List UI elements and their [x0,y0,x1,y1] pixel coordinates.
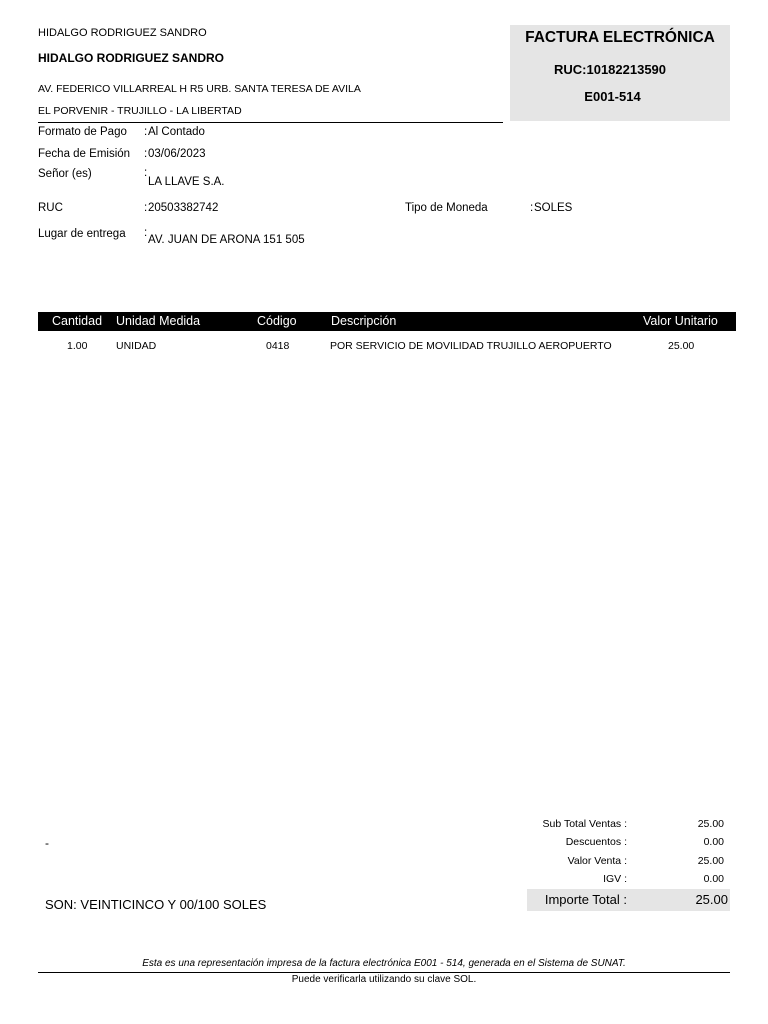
date-value: 03/06/2023 [148,148,206,160]
footer-disclaimer: Esta es una representación impresa de la factura electrónica E001 - 514, generada en el Sistema de SUNAT. [142,958,626,969]
header-code: Código [257,314,297,328]
subtotal-label: Sub Total Ventas : [542,818,627,830]
igv-label: IGV : [603,873,627,885]
client-label: Señor (es) [38,168,92,180]
items-table-header [38,312,736,331]
igv-value: 0.00 [703,873,724,885]
total-label: Importe Total : [544,892,627,907]
issuer-name: HIDALGO RODRIGUEZ SANDRO [38,51,224,65]
invoice-box [510,25,730,121]
client-value: LA LLAVE S.A. [148,176,225,188]
header-quantity: Cantidad [52,314,103,328]
client-colon: : [144,167,148,179]
payment-value: Al Contado [148,126,205,138]
client-ruc-value: 20503382742 [148,202,219,214]
currency-label: Tipo de Moneda [405,202,488,214]
total-box [527,889,730,911]
issuer-name-small: HIDALGO RODRIGUEZ SANDRO [38,27,207,39]
payment-colon: : [144,126,148,138]
observation-dash: - [45,836,49,850]
header-unit-value: Valor Unitario [643,314,718,328]
discount-value: 0.00 [703,836,724,848]
footer-verification: Puede verificarla utilizando su clave SOL. [291,974,477,985]
header-divider [38,122,503,123]
delivery-label: Lugar de entrega [38,228,126,240]
date-colon: : [144,148,148,160]
total-value: 25.00 [695,892,728,907]
invoice-number: E001-514 [584,89,641,104]
header-description: Descripción [331,314,397,328]
invoice-title: FACTURA ELECTRÓNICA [525,29,715,46]
issuer-address-line1: AV. FEDERICO VILLARREAL H R5 URB. SANTA TERESA DE AVILA [38,83,361,95]
discount-label: Descuentos : [565,836,627,848]
date-label: Fecha de Emisión [38,148,131,160]
client-ruc-colon: : [144,202,148,214]
delivery-colon: : [144,227,148,239]
sale-value-value: 25.00 [697,855,724,867]
row-unit-value: 25.00 [668,340,695,352]
footer-divider [38,972,730,973]
row-description: POR SERVICIO DE MOVILIDAD TRUJILLO AEROPUERTO [330,340,612,352]
row-unit: UNIDAD [116,340,157,352]
subtotal-value: 25.00 [697,818,724,830]
row-quantity: 1.00 [67,340,88,352]
sale-value-label: Valor Venta : [567,855,627,867]
row-code: 0418 [266,340,290,352]
currency-value: SOLES [534,202,573,214]
payment-label: Formato de Pago [38,126,127,138]
invoice-ruc: RUC:10182213590 [553,62,667,77]
amount-in-words: SON: VEINTICINCO Y 00/100 SOLES [45,897,267,912]
header-unit: Unidad Medida [116,314,201,328]
delivery-value: AV. JUAN DE ARONA 151 505 [148,234,305,246]
issuer-address-line2: EL PORVENIR - TRUJILLO - LA LIBERTAD [38,105,242,117]
client-ruc-label: RUC [38,202,63,214]
currency-colon: : [530,202,534,214]
